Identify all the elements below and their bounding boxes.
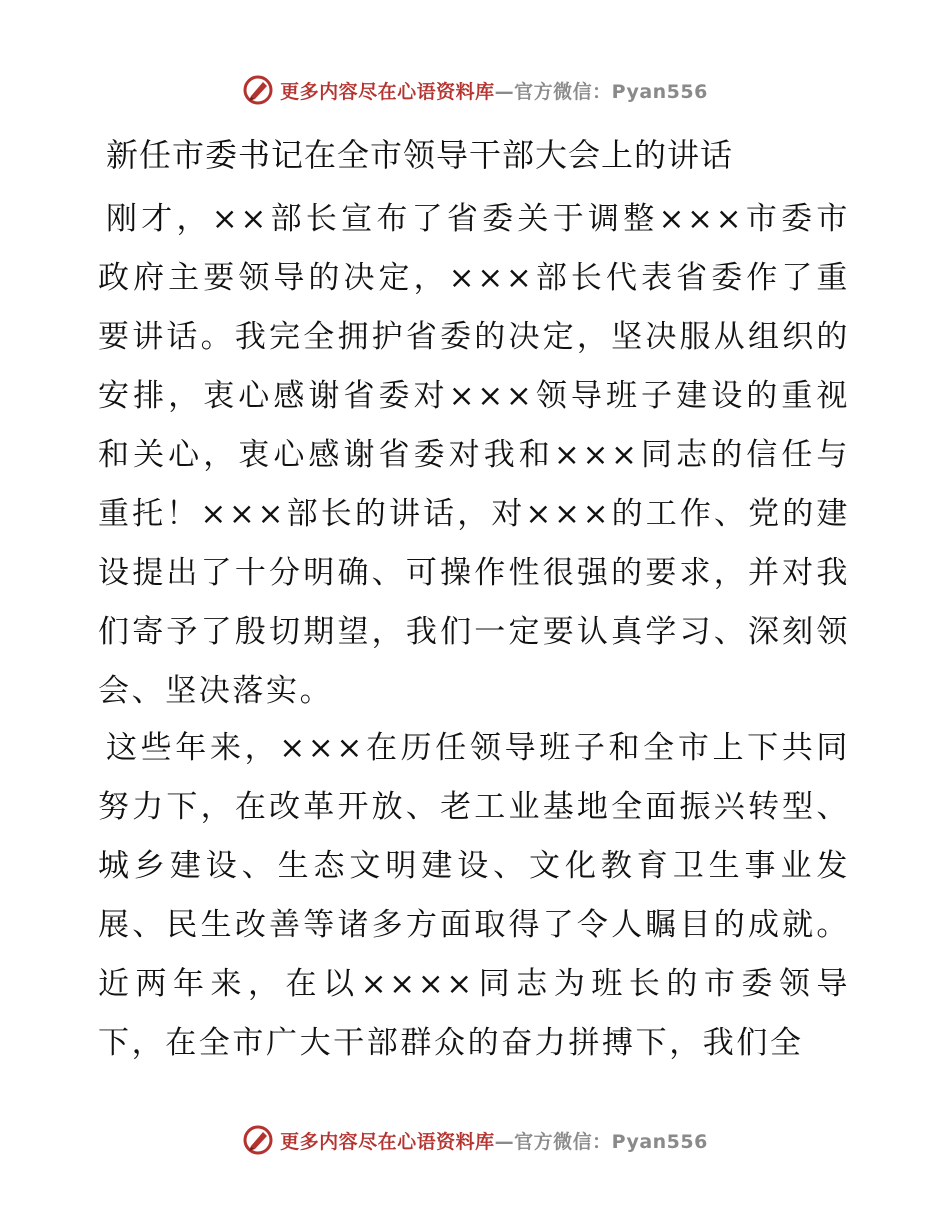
watermark-banner-bottom <box>0 1123 950 1157</box>
pen-logo-icon <box>242 74 274 106</box>
document-title: 新任市委书记在全市领导干部大会上的讲话 <box>106 136 734 174</box>
paragraph-1: 刚才，××部长宣布了省委关于调整×××市委市政府主要领导的决定，×××部长代表省委作了重要讲话。我完全拥护省委的决定，坚决服从组织的安排，衷心感谢省委对×××领导班子建设的重视和关心，衷心感谢省委对我和×××同志的信任与重托！×××部长的讲话，对×××的工作、党的建设提出了十分明确、可操作性很强的要求，并对我们寄予了殷切期望，我们一定要认真学习、深刻领会、坚决落实。 <box>98 201 850 709</box>
watermark-banner-top <box>0 73 950 107</box>
watermark-brand: 更多内容尽在心语资料库 <box>280 1130 495 1153</box>
watermark-contact: —官方微信：Pyan556 <box>494 1130 708 1153</box>
watermark-text <box>280 77 708 104</box>
watermark-contact: —官方微信：Pyan556 <box>494 80 708 103</box>
pen-logo-icon <box>242 1124 274 1156</box>
watermark-brand: 更多内容尽在心语资料库 <box>280 80 495 103</box>
paragraph-2: 这些年来，×××在历任领导班子和全市上下共同努力下，在改革开放、老工业基地全面振兴转型、城乡建设、生态文明建设、文化教育卫生事业发展、民生改善等诸多方面取得了令人瞩目的成就。近两年来，在以××××同志为班长的市委领导下，在全市广大干部群众的奋力拼搏下，我们全 <box>98 730 850 1061</box>
watermark-text <box>280 1127 708 1154</box>
